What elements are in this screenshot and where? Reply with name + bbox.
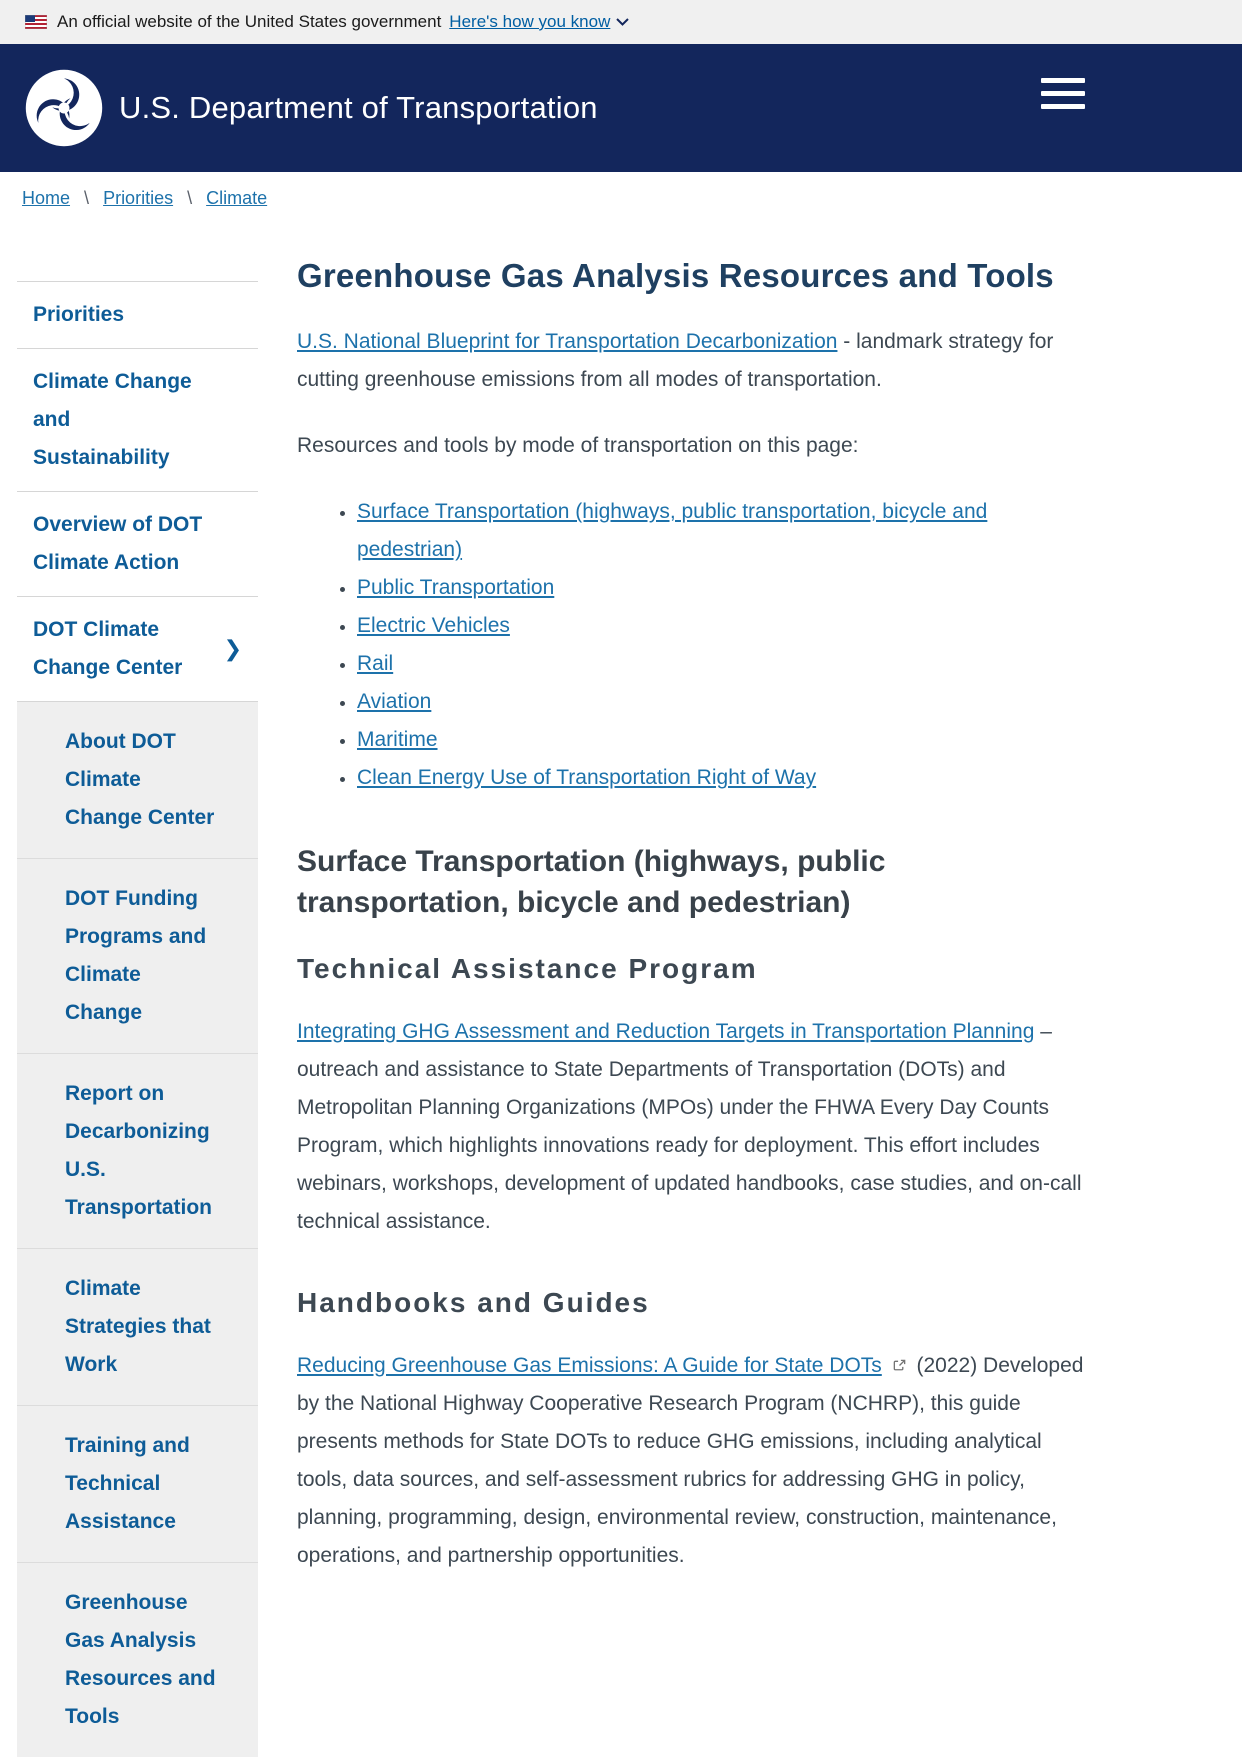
mode-link-maritime[interactable]: Maritime [357,728,438,751]
site-header [0,44,1242,172]
mode-link-surface-transportation[interactable]: Surface Transportation (highways, public transportation, bicycle and pedestrian) [357,500,988,561]
mode-links-list [297,493,1085,797]
sidebar-item-priorities[interactable]: Priorities [17,281,258,348]
heading-technical-assistance-program: Technical Assistance Program [297,953,758,984]
list-item [357,683,1085,721]
page-title: Greenhouse Gas Analysis Resources and Tools [297,257,1054,294]
sidebar-subitem-about-dot-climate-change-center[interactable]: About DOT Climate Change Center [17,702,258,859]
mode-link-clean-energy-row[interactable]: Clean Energy Use of Transportation Right of Way [357,766,817,789]
sidebar-item-climate-change-and-sustainability[interactable]: Climate Change and Sustainability [17,348,258,491]
breadcrumb-separator: \ [84,188,90,208]
breadcrumb-climate[interactable]: Climate [206,188,268,208]
breadcrumb-priorities[interactable]: Priorities [103,188,174,208]
national-blueprint-link[interactable]: U.S. National Blueprint for Transportation Decarbonization [297,330,838,353]
mode-link-public-transportation[interactable]: Public Transportation [357,576,555,599]
technical-assistance-text: – outreach and assistance to State Departments of Transportation (DOTs) and Metropolitan Planning Organizations (MPOs) under the FHWA Every Day Counts Program, which highlights innovations ready for deployment. This effort includes webinars, workshops, development of updated handbooks, case studies, and on-call technical assistance. [297,1020,1082,1233]
chevron-down-icon[interactable] [616,18,629,26]
hamburger-menu-icon[interactable] [1041,78,1085,109]
breadcrumb-home[interactable]: Home [22,188,71,208]
sidebar-subitem-climate-strategies-that-work[interactable]: Climate Strategies that Work [17,1249,258,1406]
site-title: U.S. Department of Transportation [119,90,598,125]
sidebar-subitem-dot-funding-programs[interactable]: DOT Funding Programs and Climate Change [17,859,258,1054]
list-item [357,645,1085,683]
reducing-ghg-guide-link[interactable]: Reducing Greenhouse Gas Emissions: A Guide for State DOTs [297,1354,882,1377]
mode-link-electric-vehicles[interactable]: Electric Vehicles [357,614,510,637]
breadcrumb-separator: \ [187,188,193,208]
list-item [357,721,1085,759]
heading-handbooks-and-guides: Handbooks and Guides [297,1287,650,1318]
banner-text: An official website of the United States government [57,12,442,31]
list-item [357,493,1085,569]
intro-text: - landmark strategy for cutting greenhouse emissions from all modes of transportation. [297,330,1054,391]
mode-link-aviation[interactable]: Aviation [357,690,432,713]
breadcrumb [0,172,1242,219]
list-item [357,607,1085,645]
sidebar-subitem-report-on-decarbonizing[interactable]: Report on Decarbonizing U.S. Transportation [17,1054,258,1249]
us-flag-icon [25,15,47,29]
dot-triskelion-logo-icon[interactable] [25,69,103,147]
intro-paragraph [297,323,1085,399]
main-content [297,219,1085,1603]
technical-assistance-paragraph [297,1013,1085,1241]
sidebar-subitem-training-and-technical-assistance[interactable]: Training and Technical Assistance [17,1406,258,1563]
external-link-icon [892,1358,907,1373]
handbooks-paragraph [297,1347,1085,1575]
sidebar-subnav [17,701,258,1757]
resources-line: Resources and tools by mode of transportation on this page: [297,434,859,457]
list-item [357,569,1085,607]
chevron-right-icon: ❯ [223,636,242,661]
sidebar-item-overview-of-dot-climate-action[interactable]: Overview of DOT Climate Action [17,491,258,596]
mode-link-rail[interactable]: Rail [357,652,394,675]
sidebar-subitem-greenhouse-gas-analysis[interactable]: Greenhouse Gas Analysis Resources and Tools [65,1591,216,1728]
sidebar-item-dot-climate-change-center[interactable] [17,596,258,701]
list-item [357,759,1085,797]
section-heading-surface-transportation: Surface Transportation (highways, public transportation, bicycle and pedestrian) [297,845,886,919]
gov-banner [0,0,1242,44]
sidebar [17,281,258,1757]
integrating-ghg-link[interactable]: Integrating GHG Assessment and Reduction Targets in Transportation Planning [297,1020,1035,1043]
handbooks-year: (2022) [916,1354,978,1377]
sidebar-item-label: DOT Climate Change Center [33,618,183,679]
handbooks-text: Developed by the National Highway Cooperative Research Program (NCHRP), this guide presents methods for State DOTs to reduce GHG emissions, including analytical tools, data sources, and self-assessment rubrics for addressing GHG in policy, planning, programming, design, environmental review, construction, maintenance, operations, and partnership opportunities. [297,1354,1084,1567]
banner-how-you-know-link[interactable]: Here's how you know [449,12,611,31]
